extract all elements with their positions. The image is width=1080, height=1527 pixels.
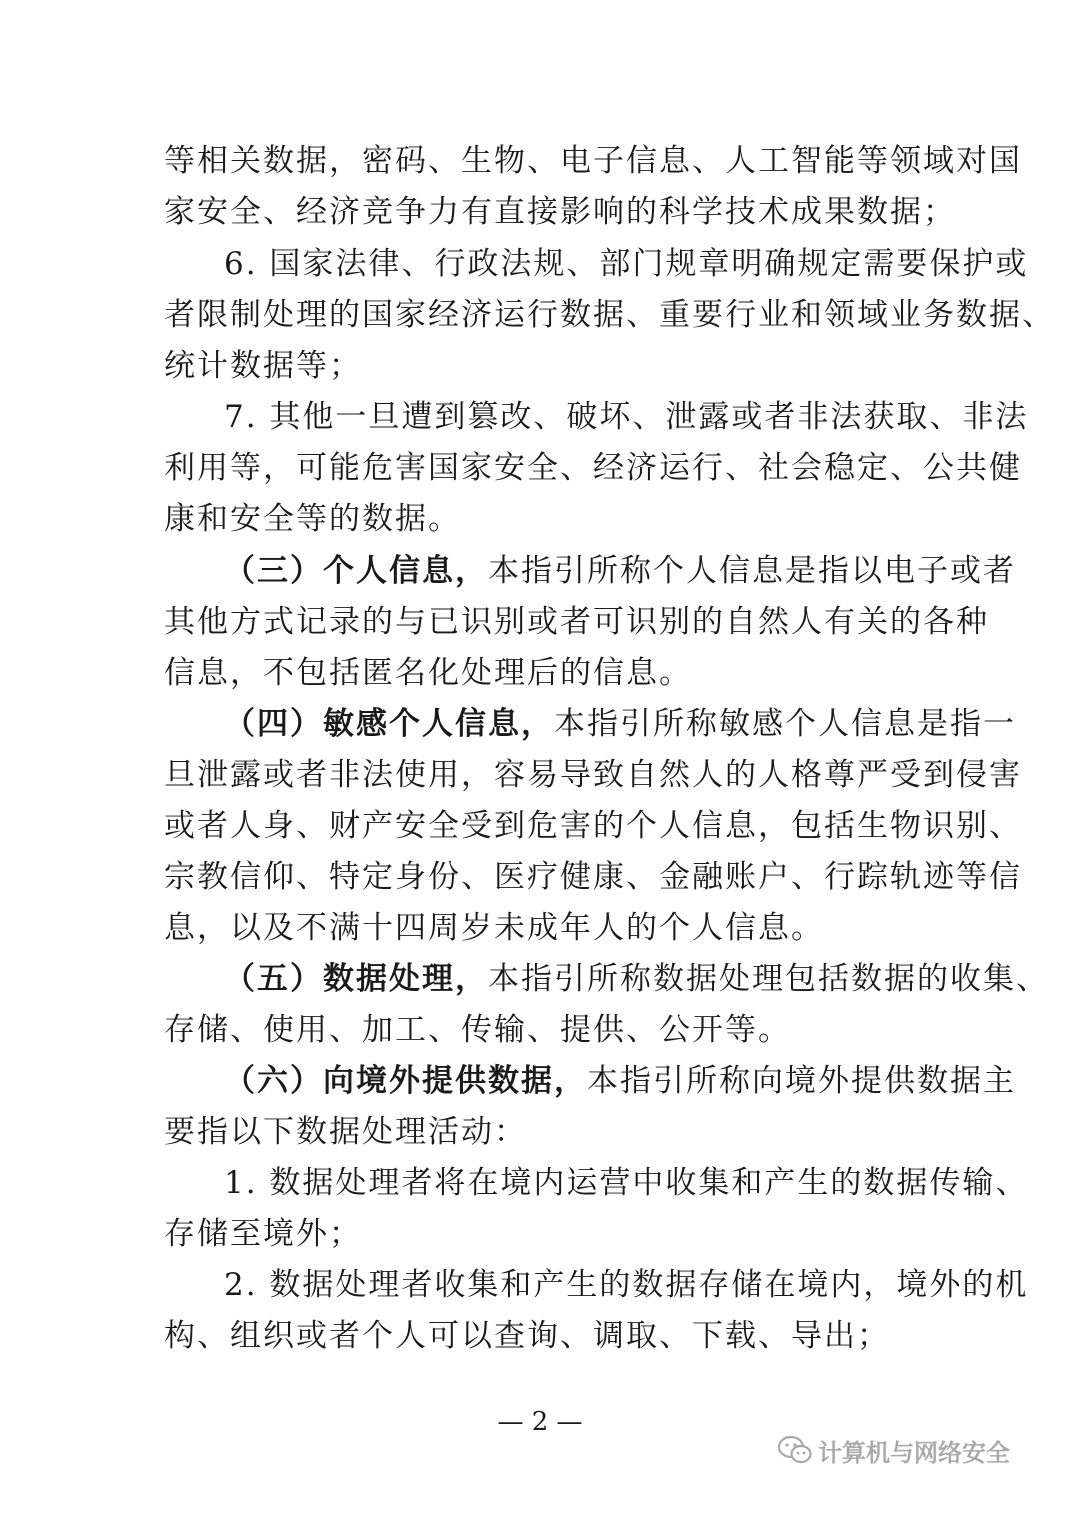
text-line: 旦泄露或者非法使用，容易导致自然人的人格尊严受到侵害: [164, 757, 1022, 793]
section-text: 本指引所称数据处理包括数据的收集、: [488, 961, 1049, 997]
text-line: 利用等，可能危害国家安全、经济运行、社会稳定、公共健: [164, 450, 1022, 486]
list-item-1: 1. 数据处理者将在境内运营中收集和产生的数据传输、: [224, 1165, 1029, 1201]
section-4-first-line: [224, 698, 1016, 750]
text-line: 家安全、经济竞争力有直接影响的科学技术成果数据；: [164, 194, 956, 230]
text-line: 存储、使用、加工、传输、提供、公开等。: [164, 1012, 791, 1048]
text-line: 康和安全等的数据。: [164, 501, 461, 537]
section-text: 本指引所称向境外提供数据主: [587, 1063, 1016, 1099]
text-line: 者限制处理的国家经济运行数据、重要行业和领域业务数据、: [164, 297, 1055, 333]
text-line: 存储至境外；: [164, 1216, 362, 1252]
section-heading: （三）个人信息，: [224, 553, 488, 589]
section-6-first-line: [224, 1055, 1016, 1107]
text-line: 息，以及不满十四周岁未成年人的个人信息。: [164, 910, 824, 946]
section-heading: （四）敏感个人信息，: [224, 706, 554, 742]
section-5-first-line: [224, 953, 1049, 1005]
text-line: 宗教信仰、特定身份、医疗健康、金融账户、行踪轨迹等信: [164, 859, 1022, 895]
section-text: 本指引所称敏感个人信息是指一: [554, 706, 1016, 742]
section-heading: （五）数据处理，: [224, 961, 488, 997]
wechat-icon: [778, 1435, 812, 1465]
text-line: 构、组织或者个人可以查询、调取、下载、导出；: [164, 1318, 890, 1354]
text-line: 信息，不包括匿名化处理后的信息。: [164, 655, 692, 691]
list-item-6: 6. 国家法律、行政法规、部门规章明确规定需要保护或: [224, 246, 1029, 282]
section-text: 本指引所称个人信息是指以电子或者: [488, 553, 1016, 589]
section-3-first-line: [224, 545, 1016, 597]
section-heading: （六）向境外提供数据，: [224, 1063, 587, 1099]
watermark-text: 计算机与网络安全: [818, 1438, 1010, 1467]
text-line: 其他方式记录的与已识别或者可识别的自然人有关的各种: [164, 604, 989, 640]
list-item-7: 7. 其他一旦遭到篡改、破坏、泄露或者非法获取、非法: [224, 399, 1029, 435]
text-line: 统计数据等；: [164, 348, 362, 384]
text-line: 或者人身、财产安全受到危害的个人信息，包括生物识别、: [164, 808, 1022, 844]
text-line: 等相关数据，密码、生物、电子信息、人工智能等领域对国: [164, 143, 1022, 179]
list-item-2: 2. 数据处理者收集和产生的数据存储在境内，境外的机: [224, 1267, 1029, 1303]
page-number: — 2 —: [497, 1407, 583, 1437]
text-line: 要指以下数据处理活动：: [164, 1114, 527, 1150]
watermark: [778, 1430, 1058, 1470]
